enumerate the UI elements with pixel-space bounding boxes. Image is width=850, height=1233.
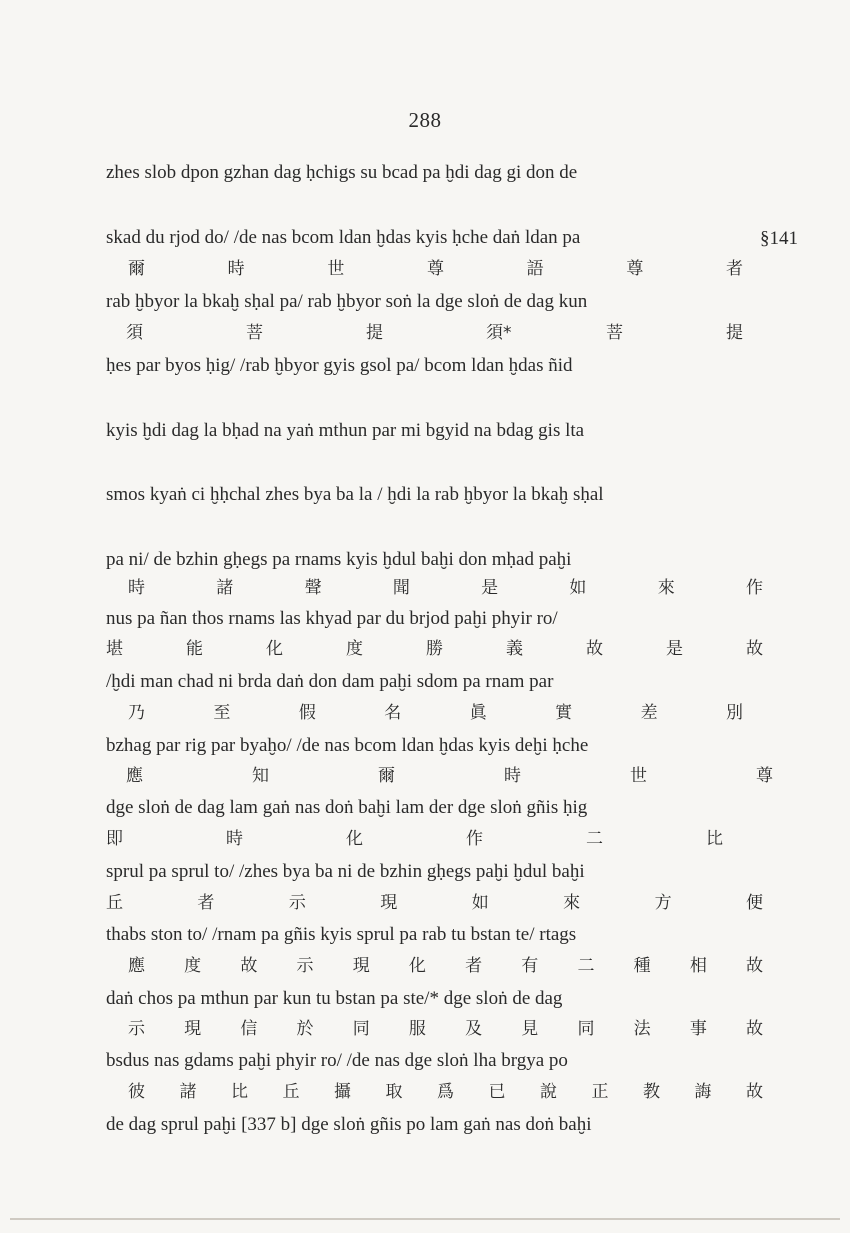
gloss-char: 教 (643, 1082, 660, 1102)
gloss-char: 即 (106, 829, 123, 849)
gloss-char: 正 (591, 1082, 609, 1102)
gloss-char: 信 (240, 1019, 258, 1039)
gloss-char: 丘 (282, 1082, 300, 1102)
gloss-char: 示 (296, 956, 314, 976)
gloss-char: 提 (366, 323, 383, 343)
gloss-char: 同 (352, 1019, 370, 1039)
gloss-char: 取 (385, 1082, 403, 1102)
gloss-char: 聞 (392, 578, 410, 598)
gloss-char: 眞 (469, 703, 487, 723)
gloss-char: 世 (327, 259, 345, 279)
gloss-char: 者 (465, 956, 483, 976)
gloss-char: 故 (586, 639, 603, 659)
gloss-char: 義 (506, 639, 523, 659)
gloss-char: 應 (128, 956, 145, 976)
gloss-char: 化 (408, 956, 426, 976)
gloss-char: 時 (227, 259, 245, 279)
gloss-char: 已 (488, 1082, 506, 1102)
gloss-char: 來 (563, 893, 581, 913)
gloss-char: 堪 (106, 639, 123, 659)
gloss-char: 須 (126, 323, 143, 343)
gloss-char: 假 (298, 703, 316, 723)
gloss-char: 丘 (106, 893, 123, 913)
text-line-12: sprul pa sprul to/ /zhes bya ba ni de bzhin gḥegs paḫi ḫdul baḫi (106, 861, 585, 882)
gloss-char: 世 (630, 766, 647, 786)
gloss-char: 來 (657, 578, 675, 598)
text-line-11: dge sloṅ de dag lam gaṅ nas doṅ baḫi lam der dge sloṅ gñis ḥig (106, 797, 588, 818)
gloss-char: 時 (128, 578, 145, 598)
gloss-char: 相 (689, 956, 707, 976)
gloss-char: 爾 (378, 766, 395, 786)
gloss-char: 作 (466, 829, 483, 849)
gloss-char: 彼 (128, 1082, 145, 1102)
gloss-char: 示 (288, 893, 306, 913)
gloss-char: 是 (666, 639, 683, 659)
gloss-char: 比 (706, 829, 723, 849)
gloss-char: 菩 (606, 323, 623, 343)
gloss-char: 攝 (334, 1082, 351, 1102)
gloss-char: 須* (486, 323, 512, 343)
gloss-char: 有 (521, 956, 539, 976)
gloss-char: 方 (654, 893, 672, 913)
gloss-char: 諸 (179, 1082, 197, 1102)
gloss-char: 時 (504, 766, 521, 786)
gloss-char: 尊 (427, 259, 444, 279)
gloss-char: 二 (577, 956, 595, 976)
gloss-char: 菩 (246, 323, 263, 343)
gloss-char: 名 (384, 703, 402, 723)
page-number: 288 (408, 108, 442, 132)
gloss-char: 現 (352, 956, 370, 976)
text-line-1: zhes slob dpon gzhan dag ḥchigs su bcad pa ḫdi dag gi don de (106, 162, 578, 183)
gloss-char: 乃 (128, 703, 145, 723)
gloss-char: 現 (380, 893, 398, 913)
gloss-char: 故 (746, 1082, 763, 1102)
gloss-char: 實 (555, 703, 573, 723)
text-line-6: smos kyaṅ ci ḫḥchal zhes bya ba la / ḫdi la rab ḫbyor la bkaḫ sḥal (106, 484, 604, 505)
gloss-char: 比 (231, 1082, 248, 1102)
text-line-15: bsdus nas gdams paḫi phyir ro/ /de nas dge sloṅ lha brgya po (106, 1050, 568, 1071)
gloss-char: 差 (640, 703, 658, 723)
gloss-char: 者 (197, 893, 215, 913)
gloss-char: 諸 (216, 578, 234, 598)
gloss-char: 能 (186, 639, 203, 659)
gloss-char: 爾 (128, 259, 145, 279)
gloss-char: 故 (746, 956, 763, 976)
gloss-char: 法 (633, 1019, 651, 1039)
gloss-char: 尊 (756, 766, 773, 786)
gloss-char: 及 (465, 1019, 483, 1039)
gloss-char: 者 (726, 259, 743, 279)
gloss-char: 誨 (694, 1082, 712, 1102)
gloss-char: 尊 (626, 259, 644, 279)
gloss-char: 見 (521, 1019, 539, 1039)
gloss-char: 爲 (437, 1082, 454, 1102)
gloss-char: 於 (296, 1019, 314, 1039)
gloss-char: 如 (569, 578, 587, 598)
gloss-char: 服 (408, 1019, 426, 1039)
gloss-char: 時 (226, 829, 243, 849)
gloss-char: 同 (577, 1019, 595, 1039)
gloss-char: 化 (346, 829, 363, 849)
text-line-2: skad du rjod do/ /de nas bcom ldan ḫdas kyis ḥche daṅ ldan pa (106, 227, 581, 248)
gloss-char: 至 (213, 703, 231, 723)
gloss-char: 知 (252, 766, 269, 786)
gloss-char: 說 (540, 1082, 557, 1102)
gloss-char: 種 (633, 956, 651, 976)
gloss-char: 作 (746, 578, 763, 598)
gloss-char: 現 (184, 1019, 202, 1039)
page-bottom-rule (10, 1218, 840, 1220)
gloss-char: 化 (266, 639, 283, 659)
text-line-16: de dag sprul paḫi [337 b] dge sloṅ gñis po lam gaṅ nas doṅ baḫi (106, 1114, 592, 1135)
text-line-14: daṅ chos pa mthun par kun tu bstan pa ste/* dge sloṅ de dag (106, 988, 563, 1009)
gloss-char: 二 (586, 829, 603, 849)
gloss-char: 提 (726, 323, 743, 343)
text-line-5: kyis ḫdi dag la bḥad na yaṅ mthun par mi bgyid na bdag gis lta (106, 420, 585, 441)
gloss-char: 故 (746, 1019, 763, 1039)
gloss-char: 聲 (304, 578, 322, 598)
text-line-10: bzhag par rig par byaḫo/ /de nas bcom ldan ḫdas kyis deḫi ḥche (106, 735, 589, 756)
text-line-4: ḥes par byos ḥig/ /rab ḫbyor gyis gsol pa/ bcom ldan ḫdas ñid (106, 355, 573, 376)
text-line-13: thabs ston to/ /rnam pa gñis kyis sprul pa rab tu bstan te/ rtags (106, 924, 577, 945)
text-line-7: pa ni/ de bzhin gḥegs pa rnams kyis ḫdul baḫi don mḥad paḫi (106, 549, 572, 570)
section-mark: §141 (760, 228, 798, 249)
gloss-char: 別 (726, 703, 743, 723)
gloss-char: 勝 (426, 639, 443, 659)
gloss-char: 度 (184, 956, 202, 976)
gloss-char: 是 (481, 578, 499, 598)
gloss-char: 示 (128, 1019, 145, 1039)
text-line-9: /ḫdi man chad ni brda daṅ don dam paḫi sdom pa rnam par (106, 671, 554, 692)
text-line-3: rab ḫbyor la bkaḫ sḥal pa/ rab ḫbyor soṅ la dge sloṅ de dag kun (106, 291, 588, 312)
gloss-char: 應 (126, 766, 143, 786)
gloss-char: 便 (746, 893, 763, 913)
gloss-char: 故 (746, 639, 763, 659)
gloss-char: 如 (471, 893, 489, 913)
text-line-8: nus pa ñan thos rnams las khyad par du brjod paḫi phyir ro/ (106, 608, 558, 629)
gloss-char: 故 (240, 956, 258, 976)
gloss-char: 語 (526, 259, 544, 279)
gloss-char: 度 (346, 639, 363, 659)
gloss-char: 事 (689, 1019, 707, 1039)
